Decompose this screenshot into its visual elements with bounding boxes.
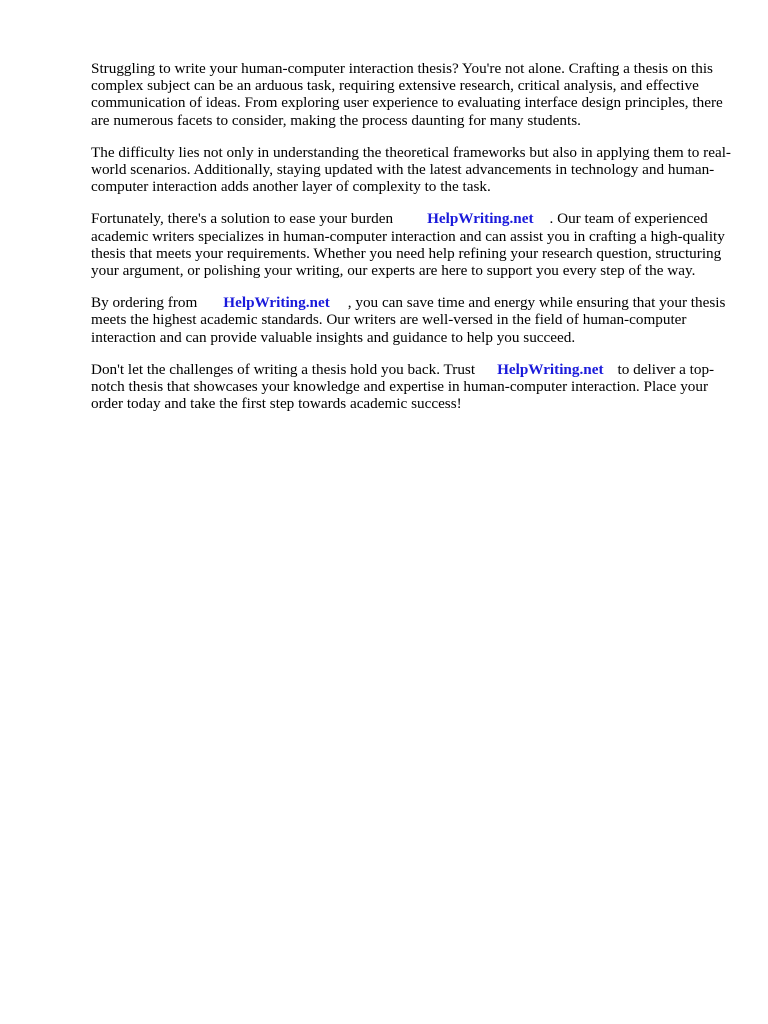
- paragraph-cta-lead: Don't let the challenges of writing a thesis hold you back. Trust: [91, 360, 476, 378]
- helpwriting-link-3[interactable]: HelpWriting.net: [497, 360, 604, 378]
- helpwriting-link-2[interactable]: HelpWriting.net: [223, 294, 330, 312]
- paragraph-ordering-tail: , you can save time and energy while ensuring that your thesis meets the highest academic standards. Our writers are well-versed in the field of human-computer interaction and can provide valuable insights and guidance to help you succeed.: [91, 294, 726, 346]
- paragraph-solution-tail: . Our team of experienced academic writers specializes in human-computer interaction and can assist you in crafting a high-quality thesis that meets your requirements. Whether you need help refining your research question, structuring your argument, or polishing your writing, our experts are here to support you every step of the way.: [91, 210, 725, 280]
- paragraph-ordering-lead: By ordering from: [91, 294, 198, 312]
- paragraph-intro: Struggling to write your human-computer interaction thesis? You're not alone. Crafting a thesis on this complex subject can be an arduous task, requiring extensive research, critical analysis, and effective communication of ideas. From exploring user experience to evaluating interface design principles, there are numerous facets to consider, making the process daunting for many students.: [91, 60, 723, 129]
- paragraph-difficulty: The difficulty lies not only in understanding the theoretical frameworks but also in applying them to real-world scenarios. Additionally, staying updated with the latest advancements in technology and human-computer interaction adds another layer of complexity to the task.: [91, 143, 731, 196]
- paragraph-solution-lead: Fortunately, there's a solution to ease your burden: [91, 210, 394, 228]
- paragraph-ordering: [91, 294, 731, 346]
- paragraph-call-to-action: [91, 361, 731, 413]
- paragraph-solution: [91, 210, 731, 279]
- helpwriting-link-1[interactable]: HelpWriting.net: [427, 210, 534, 228]
- document-page: [91, 60, 731, 427]
- paragraph-cta-tail: to deliver a top-notch thesis that showcases your knowledge and expertise in human-computer interaction. Place your order today and take the first step towards academic success!: [91, 360, 715, 413]
